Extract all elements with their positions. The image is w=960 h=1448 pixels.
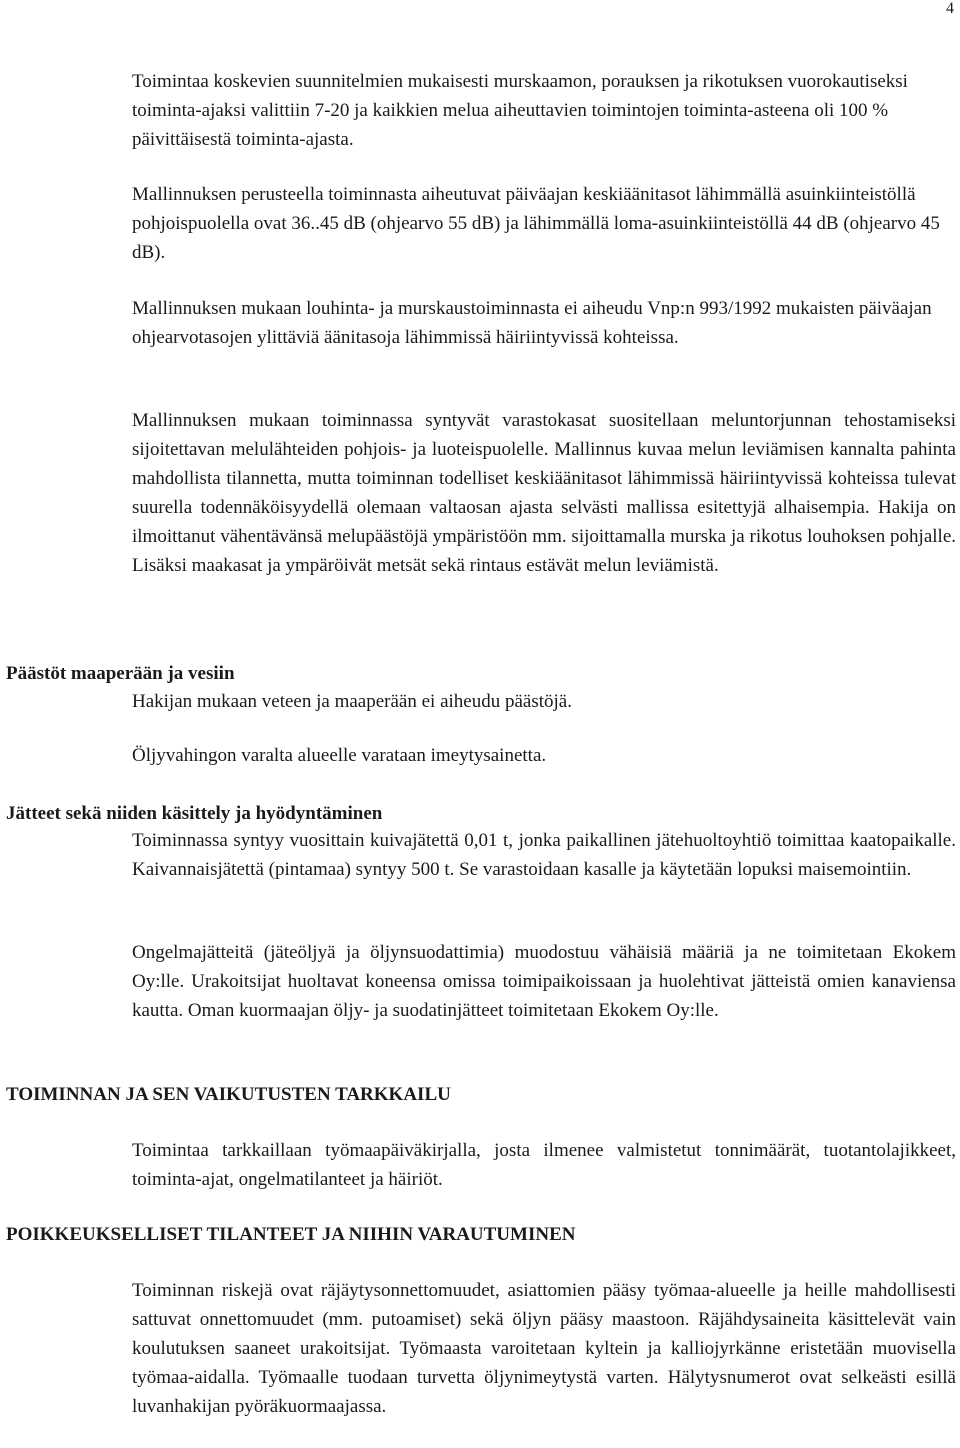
heading-monitoring: TOIMINNAN JA SEN VAIKUTUSTEN TARKKAILU <box>6 1084 451 1105</box>
paragraph-noise-mitigation: Mallinnuksen mukaan toiminnassa syntyvät varastokasat suositellaan meluntorjunnan tehostamiseksi sijoitettavan melulähteiden pohjois- ja luoteispuolelle. Mallinnus kuvaa melun leviämisen kannalta pahinta mahdollista tilannetta, mutta toiminnan todelliset keskiäänitasot lähimmissä häiriintyvissä kohteissa tulevat suurella todennäköisyydellä olemaan valtaosan ajasta selvästi mallissa esitettyjä alhaisempia. Hakija on ilmoittanut vähentävänsä melupäästöjä ympäristöön mm. sijoittamalla murska ja rikotus louhoksen pohjalle. Lisäksi maakasat ja ympäröivät metsät sekä rintaus estävät melun leviämistä. <box>132 410 956 576</box>
heading-exceptional-situations: POIKKEUKSELLISET TILANTEET JA NIIHIN VARAUTUMINEN <box>6 1224 576 1245</box>
paragraph-risks: Toiminnan riskejä ovat räjäytysonnettomuudet, asiattomien pääsy työmaa-alueelle ja heille mahdollisesti sattuvat onnettomuudet (mm. putoamiset) sekä öljyn pääsy maastoon. Räjähdysaineita käsittelevät vain koulutuksen saaneet urakoitsijat. Työmaasta varoitetaan kyltein ja kalliojyrkänne eristetään muovisella työmaa-aidalla. Työmaalle tuodaan turvetta öljynimeytystä varten. Hälytysnumerot ovat selkeästi esillä luvanhakijan pyöräkuormaajassa. <box>132 1280 956 1417</box>
paragraph-noise-levels: Mallinnuksen perusteella toiminnasta aiheutuvat päiväajan keskiäänitasot lähimmällä asuinkiinteistöllä pohjoispuolella ovat 36..45 dB (ohjearvo 55 dB) ja lähimmällä loma-asuinkiinteistöllä 44 dB (ohjearvo 45 dB). <box>132 184 940 263</box>
heading-emissions-soil-water: Päästöt maaperään ja vesiin <box>6 663 235 684</box>
paragraph-dry-waste: Toiminnassa syntyy vuosittain kuivajätettä 0,01 t, jonka paikallinen jätehuoltoyhtiö toimittaa kaatopaikalle. Kaivannaisjätettä (pintamaa) syntyy 500 t. Se varastoidaan kasalle ja käytetään lopuksi maisemointiin. <box>132 830 956 880</box>
paragraph-monitoring: Toimintaa tarkkaillaan työmaapäiväkirjalla, josta ilmenee valmistetut tonnimäärät, tuotantolajikkeet, toiminta-ajat, ongelmatilanteet ja häiriöt. <box>132 1140 956 1190</box>
paragraph-operating-hours: Toimintaa koskevien suunnitelmien mukaisesti murskaamon, porauksen ja rikotuksen vuorokautiseksi toiminta-ajaksi valittiin 7-20 ja kaikkien melua aiheuttavien toimintojen toiminta-asteena oli 100 % päivittäisestä toiminta-ajasta. <box>132 71 908 150</box>
paragraph-absorbent: Öljyvahingon varalta alueelle varataan imeytysainetta. <box>132 745 547 766</box>
page-number: 4 <box>946 0 954 17</box>
paragraph-hazardous-waste: Ongelmajätteitä (jäteöljyä ja öljynsuodattimia) muodostuu vähäisiä määriä ja ne toimitetaan Ekokem Oy:lle. Urakoitsijat huoltavat koneensa omissa toimipaikoissaan ja huolehtivat jätteistä omien kanaviensa kautta. Oman kuormaajan öljy- ja suodatinjätteet toimitetaan Ekokem Oy:lle. <box>132 942 956 1021</box>
paragraph-noise-limits: Mallinnuksen mukaan louhinta- ja murskaustoiminnasta ei aiheudu Vnp:n 993/1992 mukaisten päiväajan ohjearvotasojen ylittäviä äänitasoja lähimmissä häiriintyvissä kohteissa. <box>132 298 932 348</box>
heading-waste-handling: Jätteet sekä niiden käsittely ja hyödyntäminen <box>6 803 383 824</box>
paragraph-no-emissions: Hakijan mukaan veteen ja maaperään ei aiheudu päästöjä. <box>132 691 572 712</box>
